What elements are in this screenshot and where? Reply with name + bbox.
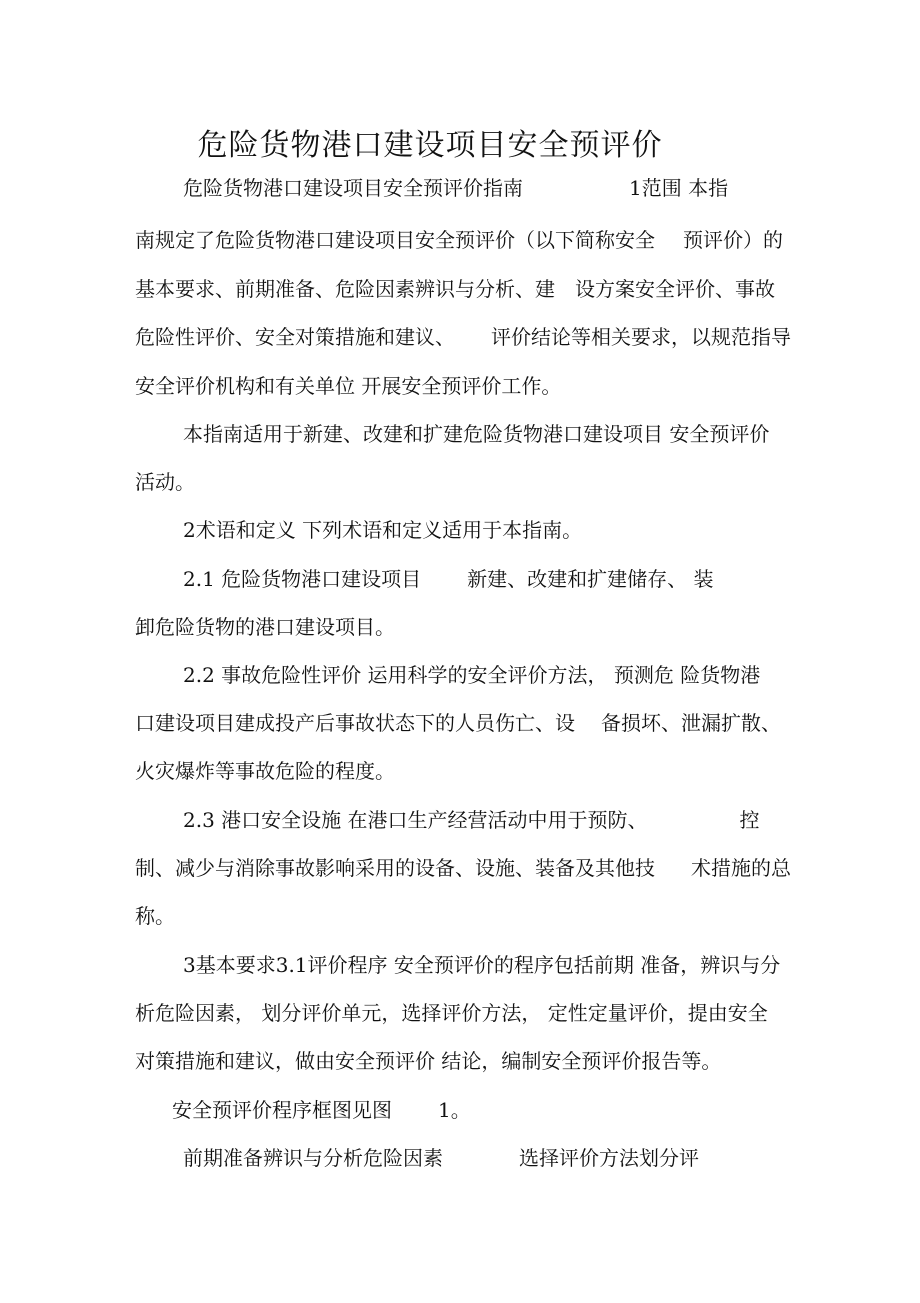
line-segment: 危险货物港口建设项目安全预评价指南 — [183, 176, 523, 200]
line-segment: 3基本要求3.1评价程序 安全预评价的程序包括前期 准备，辨识与分 — [183, 953, 781, 977]
line-segment: 对策措施和建议，做由安全预评价 结论，编制安全预评价报告等。 — [135, 1049, 722, 1073]
text-line — [183, 174, 728, 202]
text-line — [135, 226, 783, 254]
line-segment: 控 — [739, 808, 760, 832]
line-segment: 1。 — [438, 1098, 471, 1122]
line-segment: 2.1 危险货物港口建设项目 — [183, 567, 422, 591]
line-segment: 危险性评价、安全对策措施和建议、 — [135, 325, 455, 349]
text-line — [183, 420, 769, 448]
text-line — [183, 565, 714, 593]
text-line — [183, 806, 760, 834]
line-segment: 前期准备辨识与分析危险因素 — [183, 1146, 443, 1170]
text-line — [172, 1096, 471, 1124]
line-segment: 预评价）的 — [683, 228, 783, 252]
text-line — [135, 854, 791, 882]
line-segment: 2.2 事故危险性评价 运用科学的安全评价方法， 预测危 险货物港 — [183, 663, 761, 687]
line-segment: 评价结论等相关要求，以规范指导 — [491, 325, 791, 349]
text-line — [135, 613, 395, 641]
line-segment: 称。 — [135, 904, 175, 928]
text-line — [135, 1047, 721, 1075]
line-segment: 口建设项目建成投产后事故状态下的人员伤亡、设 — [135, 711, 575, 735]
line-segment: 基本要求、前期准备、危险因素辨识与分析、建 — [135, 277, 555, 301]
text-line — [135, 757, 395, 785]
text-line — [135, 902, 175, 930]
line-segment: 安全评价机构和有关单位 开展安全预评价工作。 — [135, 374, 562, 398]
line-segment: 火灾爆炸等事故危险的程度。 — [135, 759, 395, 783]
text-line — [183, 1144, 699, 1172]
line-segment: 南规定了危险货物港口建设项目安全预评价（以下简称安全 — [135, 228, 655, 252]
text-line — [135, 468, 195, 496]
line-segment: 制、减少与消除事故影响采用的设备、设施、装备及其他技 — [135, 856, 655, 880]
line-segment: 析危险因素， 划分评价单元，选择评价方法， 定性定量评价，提由安全 — [135, 1001, 768, 1025]
line-segment: 2术语和定义 下列术语和定义适用于本指南。 — [183, 518, 583, 542]
line-segment: 安全预评价程序框图见图 — [172, 1098, 392, 1122]
line-segment: 本指南适用于新建、改建和扩建危险货物港口建设项目 安全预评价 — [183, 422, 770, 446]
text-line — [183, 951, 780, 979]
line-segment: 设方案安全评价、事故 — [575, 277, 775, 301]
text-line — [135, 323, 791, 351]
page-title: 危险货物港口建设项目安全预评价 — [197, 128, 663, 163]
line-segment: 2.3 港口安全设施 在港口生产经营活动中用于预防、 — [183, 808, 648, 832]
line-segment: 术措施的总 — [691, 856, 791, 880]
text-line — [135, 999, 768, 1027]
text-line — [135, 709, 781, 737]
line-segment: 活动。 — [135, 470, 195, 494]
line-segment: 卸危险货物的港口建设项目。 — [135, 615, 395, 639]
text-line — [135, 372, 561, 400]
line-segment: 1范围 本指 — [629, 176, 729, 200]
line-segment: 选择评价方法划分评 — [519, 1146, 699, 1170]
line-segment: 新建、改建和扩建储存、 装 — [467, 567, 714, 591]
text-line — [183, 661, 760, 689]
line-segment: 备损坏、泄漏扩散、 — [601, 711, 781, 735]
text-line — [135, 275, 775, 303]
text-line — [183, 516, 582, 544]
